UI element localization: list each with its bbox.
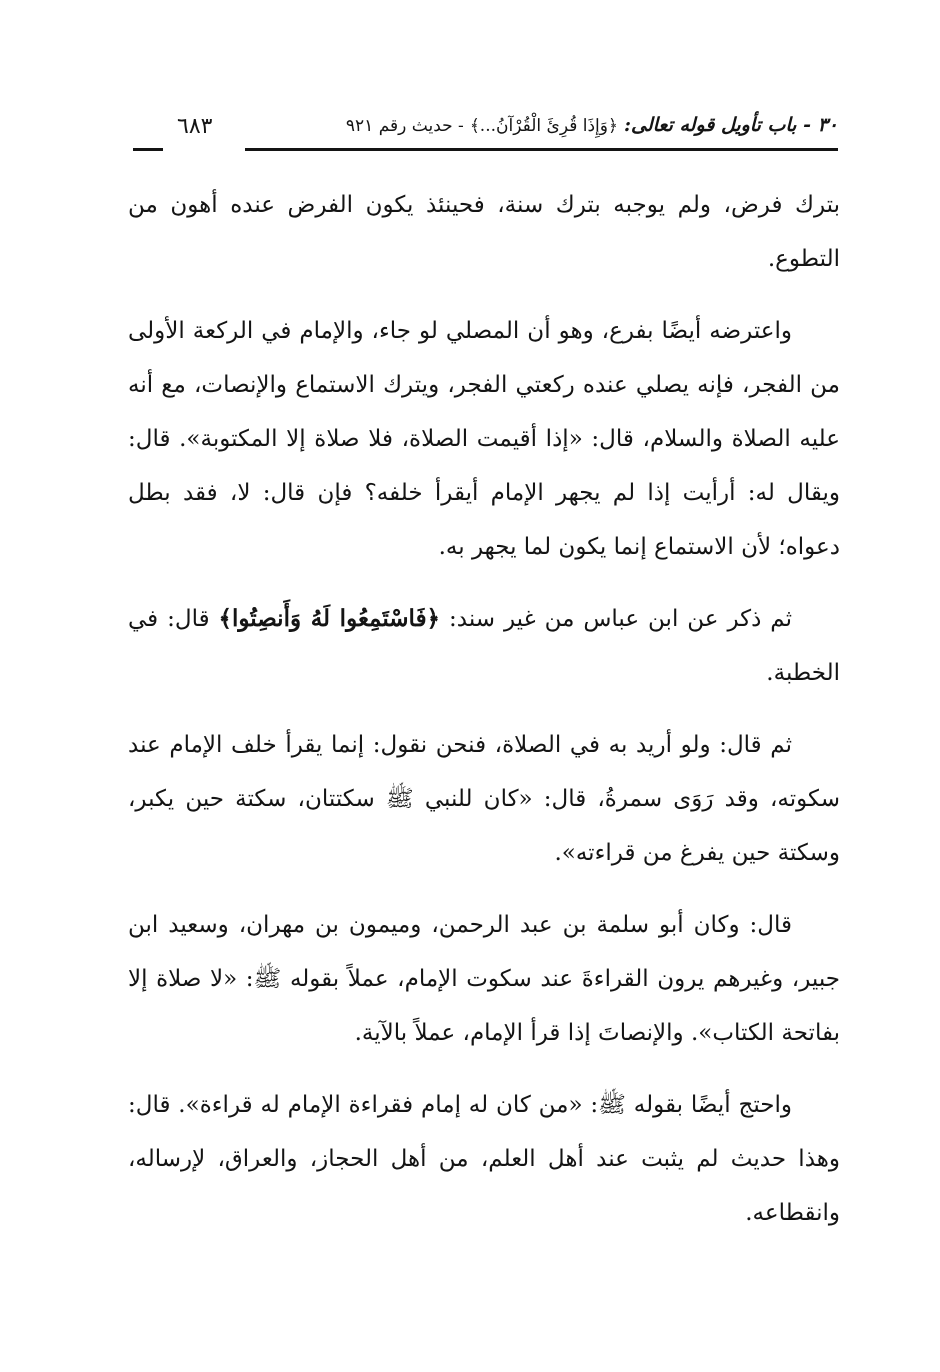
hadith-reference: - حديث رقم ٩٢١ xyxy=(345,116,464,136)
body-text xyxy=(128,178,840,1258)
paragraph-6: واحتج أيضًا بقوله ﷺ: «من كان له إمام فقراءة الإمام له قراءة». قال: وهذا حديث لم يثبت عند أهل العلم، من أهل الحجاز، والعراق، لإرساله، وانقطاعه. xyxy=(128,1092,840,1226)
page-number-dash xyxy=(133,148,163,151)
paragraph-3 xyxy=(128,592,840,700)
paragraph-3-intro: ثم ذكر عن ابن عباس من غير سند: xyxy=(449,606,792,632)
paragraph-3-tail: قال: في الخطبة. xyxy=(128,606,840,686)
chapter-title: ٣٠ - باب تأويل قوله تعالى: xyxy=(623,114,838,136)
paragraph-4: ثم قال: ولو أريد به في الصلاة، فنحن نقول: إنما يقرأ خلف الإمام عند سكوته، وقد رَوَى سمرةُ، قال: «كان للنبي ﷺ سكتتان، سكتة حين يكبر، وسكتة حين يفرغ من قراءته». xyxy=(128,732,840,866)
paragraph-1: بترك فرض، ولم يوجبه بترك سنة، فحينئذ يكون الفرض عنده أهون من التطوع. xyxy=(128,192,840,272)
running-header xyxy=(125,110,838,158)
verse-quote: ﴿وَإِذَا قُرِئَ الْقُرْآنُ...﴾ xyxy=(469,116,618,136)
paragraph-5: قال: وكان أبو سلمة بن عبد الرحمن، وميمون بن مهران، وسعيد ابن جبير، وغيرهم يرون القراءةَ عند سكوت الإمام، عملاً بقوله ﷺ: «لا صلاة إلا بفاتحة الكتاب». والإنصاتَ إذا قرأ الإمام، عملاً بالآية. xyxy=(128,912,840,1046)
chapter-heading xyxy=(346,114,838,136)
page-number: ٦٨٣ xyxy=(177,114,213,139)
header-rule xyxy=(245,148,838,151)
paragraph-2: واعترضه أيضًا بفرع، وهو أن المصلي لو جاء، والإمام في الركعة الأولى من الفجر، فإنه يصلي عنده ركعتي الفجر، ويترك الاستماع والإنصات، مع أنه عليه الصلاة والسلام، قال: «إذا أقيمت الصلاة، فلا صلاة إلا المكتوبة». قال: ويقال له: أرأيت إذا لم يجهر الإمام أيقرأ خلفه؟ فإن قال: لا، فقد بطل دعواه؛ لأن الاستماع إنما يكون لما يجهر به. xyxy=(128,318,840,560)
quran-verse-quote: ﴿فَاسْتَمِعُوا لَهُ وَأَنصِتُوا﴾ xyxy=(218,605,441,632)
